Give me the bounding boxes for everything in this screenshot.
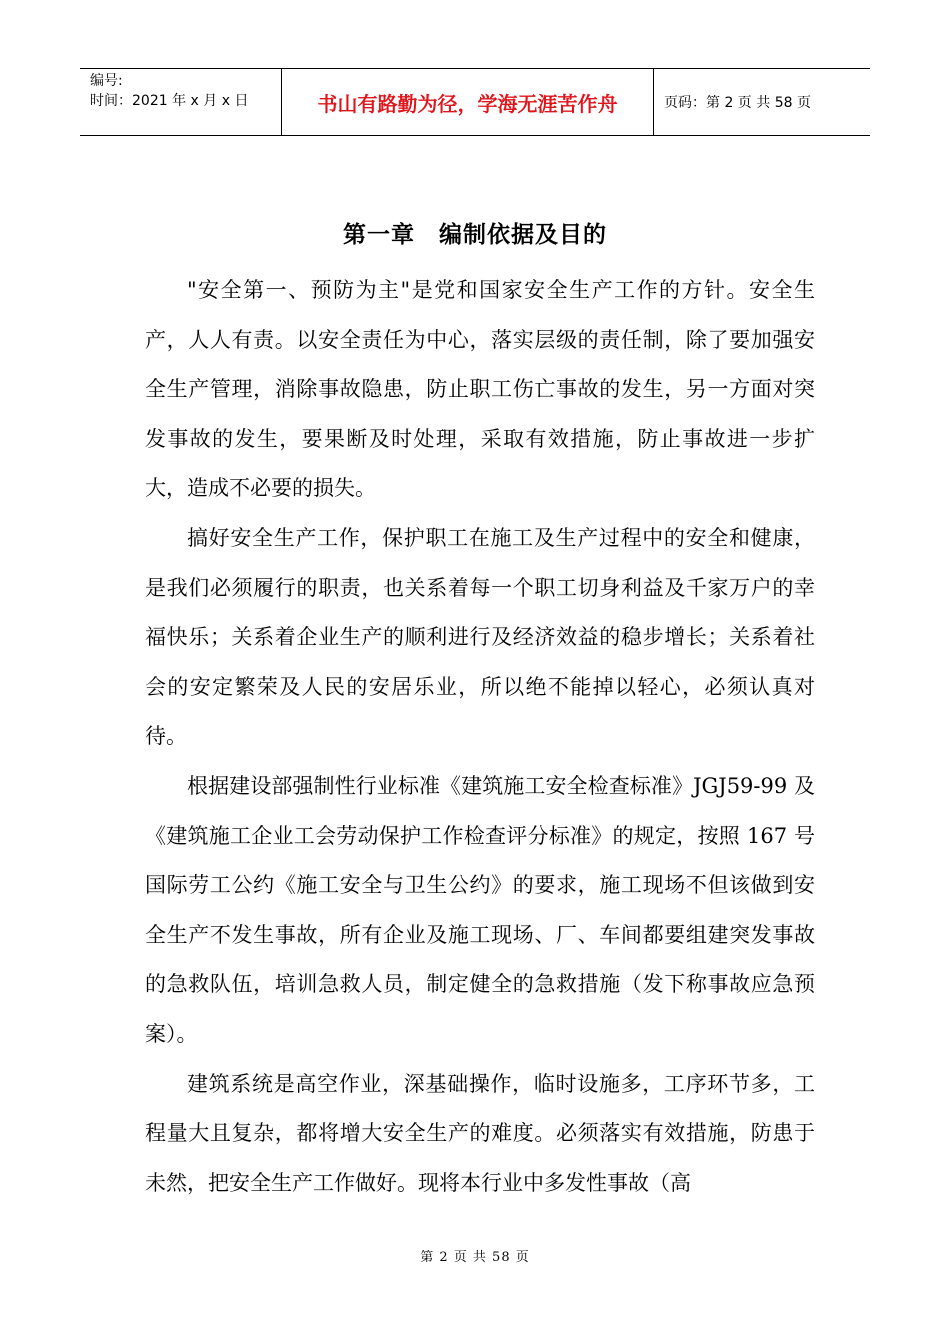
- chapter-title: 第一章 编制依据及目的: [343, 222, 607, 248]
- document-body: [145, 266, 815, 1208]
- page-header: [80, 68, 870, 136]
- document-date: 时间：2021 年 x 月 x 日: [90, 93, 249, 109]
- page-footer: 第 2 页 共 58 页: [420, 1250, 530, 1265]
- header-page-info: 页码：第 2 页 共 58 页: [664, 95, 811, 111]
- header-page-cell: [654, 69, 870, 135]
- paragraph-3: 根据建设部强制性行业标准《建筑施工安全检查标准》JGJ59-99 及《建筑施工企业工会劳动保护工作检查评分标准》的规定，按照 167 号国际劳工公约《施工安全与卫生公约》的要求，施工现场不但该做到安全生产不发生事故，所有企业及施工现场、厂、车间都要组建突发事故的急救队伍，培训急救人员，制定健全的急救措施（发下称事故应急预案）。: [145, 773, 815, 1046]
- header-motto-cell: [282, 69, 654, 135]
- paragraph-1: "安全第一、预防为主"是党和国家安全生产工作的方针。安全生产，人人有责。以安全责任为中心，落实层级的责任制，除了要加强安全生产管理，消除事故隐患，防止职工伤亡事故的发生，另一方面对突发事故的发生，要果断及时处理，采取有效措施，防止事故进一步扩大，造成不必要的损失。: [145, 278, 815, 501]
- header-motto: 书山有路勤为径，学海无涯苦作舟: [317, 91, 618, 116]
- header-meta: [80, 69, 282, 135]
- paragraph-2: 搞好安全生产工作，保护职工在施工及生产过程中的安全和健康，是我们必须履行的职责，也关系着每一个职工切身利益及千家万户的幸福快乐；关系着企业生产的顺利进行及经济效益的稳步增长；关系着社会的安定繁荣及人民的安居乐业，所以绝不能掉以轻心，必须认真对待。: [145, 525, 815, 749]
- paragraph-4: 建筑系统是高空作业，深基础操作，临时设施多，工序环节多，工程量大且复杂，都将增大安全生产的难度。必须落实有效措施，防患于未然，把安全生产工作做好。现将本行业中多发性事故（高: [145, 1071, 815, 1195]
- document-number-label: 编号:: [90, 73, 123, 89]
